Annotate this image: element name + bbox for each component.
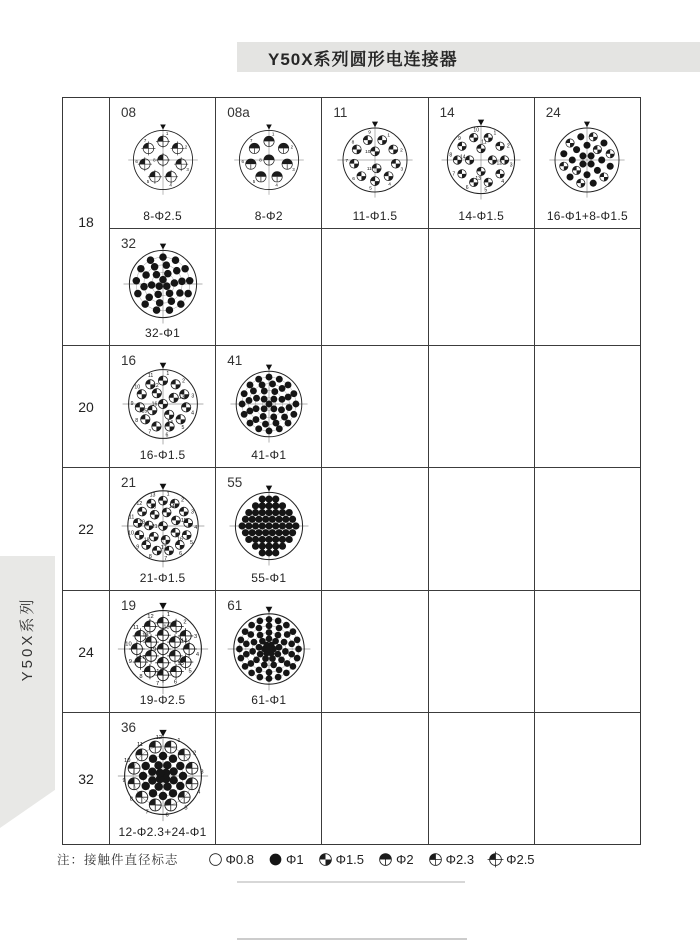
connector-code: 19: [121, 598, 137, 613]
svg-text:15: 15: [180, 518, 187, 525]
shell-size-24: 24: [63, 590, 109, 712]
svg-text:6: 6: [165, 812, 169, 819]
empty-cell: [215, 228, 321, 345]
side-tab-label: Y50X系列: [19, 596, 36, 682]
empty-cell: [534, 590, 640, 712]
svg-text:4: 4: [193, 524, 197, 531]
svg-text:6: 6: [465, 184, 469, 191]
svg-text:5: 5: [252, 178, 256, 184]
svg-text:9: 9: [135, 544, 139, 551]
svg-text:10: 10: [365, 149, 371, 155]
empty-cell: [428, 228, 534, 345]
svg-text:19: 19: [149, 646, 156, 653]
svg-text:15: 15: [176, 660, 184, 667]
svg-text:11: 11: [366, 166, 372, 172]
page-header-bar: [237, 42, 700, 72]
svg-text:7: 7: [345, 158, 349, 164]
empty-cell: [534, 712, 640, 844]
svg-text:1: 1: [493, 130, 497, 137]
footer-note: [57, 850, 548, 868]
svg-text:7: 7: [163, 556, 167, 563]
svg-text:4: 4: [275, 182, 278, 188]
connector-cell-41: [215, 345, 321, 467]
svg-text:5: 5: [369, 186, 372, 192]
connector-face-08: [126, 123, 200, 197]
connector-face-11: [335, 120, 415, 200]
svg-text:14: 14: [180, 638, 187, 645]
svg-text:5: 5: [184, 804, 188, 811]
shell-size-32: 32: [63, 712, 109, 844]
svg-text:5: 5: [189, 539, 193, 546]
connector-table: [62, 97, 641, 845]
connector-code: 32: [121, 236, 137, 251]
svg-text:5: 5: [188, 668, 192, 675]
svg-text:13: 13: [475, 175, 482, 182]
svg-text:7: 7: [452, 171, 456, 178]
connector-face-32: [121, 242, 205, 326]
svg-text:8: 8: [449, 152, 453, 159]
svg-text:1: 1: [387, 133, 391, 139]
connector-face-61: [225, 605, 313, 693]
svg-text:2: 2: [507, 143, 510, 150]
connector-code: 55: [227, 475, 243, 490]
connector-code: 61: [227, 598, 243, 613]
d25-symbol-icon: [487, 851, 504, 868]
svg-text:14: 14: [460, 154, 466, 161]
svg-text:3: 3: [291, 167, 295, 173]
legend-label: Φ2.3: [445, 851, 475, 867]
svg-text:6: 6: [134, 159, 138, 165]
svg-text:8: 8: [129, 796, 133, 803]
svg-text:4: 4: [190, 410, 194, 417]
svg-text:4: 4: [388, 182, 391, 188]
empty-cell: [428, 467, 534, 590]
empty-cell: [428, 712, 534, 844]
legend-label: Φ1.5: [335, 851, 365, 867]
svg-text:8: 8: [351, 140, 355, 146]
legend-label: Φ2: [396, 851, 414, 867]
legend-item-d25: [487, 851, 534, 868]
svg-text:21: 21: [151, 523, 158, 530]
connector-code: 08a: [227, 105, 250, 120]
svg-text:13: 13: [178, 393, 185, 400]
svg-text:17: 17: [160, 545, 167, 552]
contact-spec: 16-Φ1.5: [139, 448, 186, 462]
connector-face-08a: [232, 123, 306, 197]
svg-text:9: 9: [458, 135, 461, 142]
svg-text:2: 2: [192, 750, 196, 757]
contact-spec: 61-Φ1: [251, 693, 287, 707]
svg-text:5: 5: [146, 179, 149, 185]
svg-text:3: 3: [400, 167, 404, 173]
d08-symbol-icon: [207, 851, 224, 868]
legend-item-d1: [267, 851, 304, 868]
svg-text:3: 3: [185, 167, 189, 173]
empty-cell: [534, 345, 640, 467]
connector-code: 11: [333, 105, 348, 120]
shell-size-22: 22: [63, 467, 109, 590]
svg-text:8: 8: [152, 157, 156, 163]
empty-cell: [321, 712, 427, 844]
empty-cell: [321, 345, 427, 467]
svg-text:12: 12: [155, 734, 162, 741]
svg-text:10: 10: [124, 640, 132, 647]
connector-cell-21: [109, 467, 215, 590]
connector-code: 21: [121, 475, 137, 490]
connector-code: 24: [545, 105, 561, 120]
connector-face-19: [115, 601, 211, 697]
svg-text:8: 8: [138, 673, 143, 680]
page-title: Y50X系列圆形电连接器: [268, 49, 458, 69]
svg-text:7: 7: [147, 429, 151, 436]
connector-cell-32: [109, 228, 215, 345]
svg-text:9: 9: [122, 777, 126, 784]
contact-spec: 16-Φ1+8-Φ1.5: [546, 209, 628, 223]
shell-size-18: 18: [78, 213, 94, 230]
svg-text:12: 12: [496, 160, 503, 167]
svg-text:20: 20: [149, 504, 156, 511]
svg-text:3: 3: [193, 633, 197, 640]
legend-item-d2: [377, 851, 414, 868]
diameter-legend: [207, 851, 548, 868]
svg-text:7: 7: [143, 137, 146, 143]
svg-text:9: 9: [130, 400, 134, 407]
svg-text:7: 7: [155, 680, 159, 687]
svg-text:7: 7: [249, 137, 253, 143]
svg-text:8: 8: [148, 553, 152, 560]
svg-text:2: 2: [400, 148, 403, 154]
svg-text:10: 10: [473, 127, 480, 134]
svg-text:10: 10: [127, 530, 134, 537]
svg-text:6: 6: [352, 177, 355, 183]
connector-cell-08: [109, 98, 215, 228]
connector-cell-55: [215, 467, 321, 590]
connector-face-41: [228, 363, 310, 445]
svg-text:16: 16: [151, 401, 157, 408]
svg-text:14: 14: [166, 419, 173, 426]
svg-text:10: 10: [133, 383, 140, 390]
connector-cell-36: [109, 712, 215, 844]
shell-size-20: 20: [63, 345, 109, 467]
svg-text:3: 3: [509, 162, 513, 169]
d23-symbol-icon: [427, 851, 444, 868]
connector-code: 08: [121, 105, 137, 120]
svg-text:12: 12: [135, 501, 142, 508]
footer-divider-line: [237, 881, 465, 883]
svg-text:9: 9: [368, 130, 371, 136]
contact-spec: 21-Φ1.5: [139, 571, 186, 585]
empty-cell: [534, 467, 640, 590]
svg-text:4: 4: [168, 182, 172, 188]
connector-face-55: [227, 484, 311, 568]
svg-text:4: 4: [195, 651, 199, 658]
connector-cell-61: [215, 590, 321, 712]
svg-text:1: 1: [166, 611, 170, 618]
connector-cell-16: [109, 345, 215, 467]
contact-spec: 55-Φ1: [251, 571, 287, 585]
contact-spec: 14-Φ1.5: [458, 209, 505, 223]
connector-code: 14: [439, 105, 455, 120]
svg-text:12: 12: [152, 382, 159, 389]
contact-spec: 41-Φ1: [251, 448, 287, 462]
page-bottom-line: [237, 938, 467, 940]
legend-label: Φ2.5: [506, 851, 535, 867]
svg-text:13: 13: [162, 623, 170, 630]
legend-label: Φ0.8: [225, 851, 254, 867]
svg-text:17: 17: [138, 654, 145, 661]
svg-text:15: 15: [141, 408, 147, 415]
connector-code: 41: [227, 353, 243, 368]
svg-text:18: 18: [141, 631, 149, 638]
connector-face-24: [547, 120, 627, 200]
svg-text:8: 8: [259, 157, 262, 163]
svg-text:13: 13: [149, 492, 156, 499]
svg-text:11: 11: [481, 139, 487, 146]
svg-text:14: 14: [168, 503, 175, 510]
svg-text:11: 11: [132, 624, 139, 631]
contact-spec: 12-Φ2.3+24-Φ1: [118, 825, 207, 839]
empty-cell: [321, 590, 427, 712]
svg-text:3: 3: [190, 509, 194, 516]
svg-text:18: 18: [143, 537, 150, 544]
legend-item-d08: [207, 851, 254, 868]
svg-text:6: 6: [165, 431, 168, 438]
connector-face-21: [119, 482, 207, 570]
svg-text:11: 11: [128, 514, 134, 521]
connector-face-36: [115, 728, 211, 824]
svg-text:4: 4: [501, 179, 505, 186]
contact-spec: 8-Φ2: [254, 209, 283, 223]
svg-text:7: 7: [145, 809, 149, 816]
svg-text:6: 6: [241, 159, 244, 165]
legend-label: Φ1: [285, 851, 304, 867]
connector-code: 16: [121, 353, 137, 368]
d1-symbol-icon: [267, 851, 284, 868]
contact-spec: 19-Φ2.5: [139, 693, 186, 707]
svg-text:11: 11: [147, 372, 153, 379]
connector-face-16: [120, 361, 206, 447]
connector-face-14: [439, 118, 523, 202]
empty-cell: [321, 228, 427, 345]
legend-item-d15: [317, 851, 364, 868]
contact-spec: 11-Φ1.5: [352, 209, 398, 223]
svg-text:1: 1: [166, 491, 170, 498]
contact-spec: 32-Φ1: [145, 326, 181, 340]
empty-cell: [321, 467, 427, 590]
svg-text:3: 3: [199, 769, 204, 776]
svg-text:6: 6: [173, 678, 177, 685]
svg-text:16: 16: [176, 536, 183, 543]
svg-text:10: 10: [123, 757, 131, 764]
svg-text:2: 2: [290, 144, 293, 150]
svg-text:3: 3: [190, 392, 194, 399]
connector-code: 36: [121, 720, 137, 735]
connector-cell-14: [428, 98, 534, 228]
svg-text:12: 12: [146, 613, 154, 620]
svg-text:1: 1: [165, 370, 169, 377]
svg-text:4: 4: [196, 789, 200, 796]
connector-cell-08a: [215, 98, 321, 228]
d2-symbol-icon: [377, 851, 394, 868]
footer-note-label: 注：接触件直径标志: [57, 853, 179, 867]
svg-text:2: 2: [182, 619, 187, 626]
svg-text:8: 8: [134, 417, 138, 424]
svg-text:9: 9: [128, 658, 132, 665]
connector-cell-19: [109, 590, 215, 712]
svg-text:11: 11: [136, 741, 143, 748]
svg-text:16: 16: [155, 668, 163, 675]
svg-text:1: 1: [176, 737, 181, 744]
empty-cell: [428, 345, 534, 467]
empty-cell: [534, 228, 640, 345]
svg-text:5: 5: [181, 424, 184, 431]
svg-text:5: 5: [484, 187, 488, 194]
connector-cell-24: [534, 98, 640, 228]
legend-item-d23: [427, 851, 474, 868]
empty-cell: [428, 590, 534, 712]
svg-text:19: 19: [138, 519, 145, 526]
svg-text:1: 1: [165, 131, 168, 137]
svg-text:2: 2: [181, 377, 185, 384]
empty-cell: [215, 712, 321, 844]
svg-text:1: 1: [271, 131, 275, 137]
d15-symbol-icon: [317, 851, 334, 868]
svg-text:2: 2: [180, 497, 184, 504]
svg-text:6: 6: [178, 551, 182, 558]
svg-text:2: 2: [184, 144, 187, 150]
contact-spec: 8-Φ2.5: [143, 209, 182, 223]
connector-cell-11: [321, 98, 427, 228]
